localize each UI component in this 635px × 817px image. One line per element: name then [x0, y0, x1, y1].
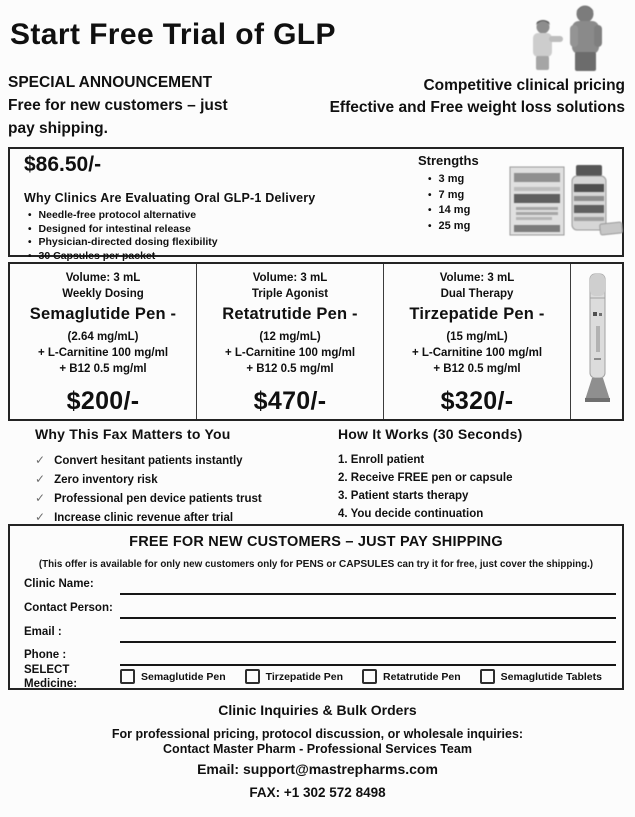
benefits-section	[35, 426, 262, 527]
bullet-icon: •	[428, 205, 432, 216]
list-item	[28, 236, 218, 250]
benefit-text: Convert hesitant patients instantly	[54, 455, 243, 467]
tagline-line1: Competitive clinical pricing	[423, 77, 625, 94]
option-label: Semaglutide Pen	[141, 670, 226, 683]
pen-concentration: (2.64 mg/mL)	[67, 331, 139, 343]
special-announcement	[8, 71, 228, 140]
doctor-patient-photo	[522, 3, 618, 78]
list-item-text: 7 mg	[438, 188, 465, 201]
pen-name: Retatrutide Pen -	[222, 305, 358, 323]
clinic-name-field[interactable]	[120, 580, 616, 595]
option-tirzepatide-pen	[245, 669, 343, 684]
pen-concentration: (12 mg/mL)	[259, 331, 321, 343]
page-title: Start Free Trial of GLP	[10, 18, 336, 51]
how-it-works-heading: How It Works (30 Seconds)	[338, 426, 523, 442]
option-semaglutide-tablets	[480, 669, 602, 684]
benefit-text: Zero inventory risk	[54, 474, 158, 486]
order-form-note	[10, 559, 622, 570]
pen-name: Semaglutide Pen -	[29, 305, 177, 323]
phone-field[interactable]	[120, 651, 616, 666]
list-item-text: 14 mg	[438, 204, 471, 216]
option-label: Retatrutide Pen	[383, 670, 461, 683]
footer-contact-line: Contact Master Pharm - Professional Services Team	[163, 742, 472, 756]
email-field[interactable]	[120, 628, 616, 643]
order-form-title: FREE FOR NEW CUSTOMERS – JUST PAY SHIPPING	[129, 534, 503, 550]
pen-volume: Volume: 3 mL	[439, 272, 515, 284]
special-announcement-line1: Free for new customers – just	[8, 97, 228, 114]
pen-offers-box	[8, 262, 624, 421]
footer-inquiries-line: For professional pricing, protocol discussion, or wholesale inquiries:	[111, 727, 524, 741]
pen-additive2: + B12 0.5 mg/ml	[59, 363, 147, 375]
email-label: Email :	[24, 626, 62, 638]
list-item	[28, 223, 218, 237]
step-item: 1. Enroll patient	[338, 454, 425, 466]
list-item	[28, 250, 218, 264]
note-suffix: can try it for free, just cover the shipping.)	[394, 559, 594, 570]
note-prefix: (This offer is available for only new customers only for	[38, 559, 296, 570]
select-medicine-label-line1: SELECT	[24, 664, 70, 676]
list-item-text: 30 Capsules per packet	[38, 249, 156, 262]
bullet-icon: •	[428, 220, 432, 232]
pen-name: Tirzepatide Pen -	[409, 305, 545, 323]
bullet-icon: •	[428, 174, 432, 185]
list-item	[428, 172, 479, 188]
note-pens: PENS	[295, 559, 324, 570]
tagline	[330, 75, 625, 119]
bullet-icon: •	[28, 210, 32, 221]
benefit-item	[35, 489, 262, 508]
check-icon: ✓	[35, 472, 46, 486]
bullet-icon: •	[28, 250, 32, 262]
semaglutide-pen-checkbox[interactable]	[120, 669, 135, 684]
list-item	[28, 209, 218, 223]
strengths-panel	[418, 153, 479, 234]
pen-type: Dual Therapy	[440, 288, 514, 300]
list-item-text: 25 mg	[438, 219, 471, 232]
tagline-line2: Effective and Free weight loss solutions	[329, 99, 625, 116]
benefit-text: Increase clinic revenue after trial	[54, 512, 234, 524]
check-icon: ✓	[35, 453, 46, 467]
pen-price: $200/-	[66, 387, 140, 415]
pen-offer-retatrutide	[197, 264, 384, 419]
list-item-text: Needle-free protocol alternative	[38, 209, 197, 221]
option-semaglutide-pen	[120, 669, 226, 684]
list-item-text: 3 mg	[438, 173, 465, 185]
pen-type: Triple Agonist	[251, 288, 329, 300]
oral-bullet-list	[28, 209, 218, 263]
how-it-works-section	[338, 426, 522, 523]
pen-additive1: + L-Carnitine 100 mg/ml	[411, 347, 543, 359]
pen-offer-tirzepatide	[384, 264, 571, 419]
bullet-icon: •	[428, 189, 432, 201]
pen-type: Weekly Dosing	[62, 288, 144, 300]
retatrutide-pen-checkbox[interactable]	[362, 669, 377, 684]
pen-additive2: + B12 0.5 mg/ml	[246, 363, 334, 375]
note-mid: or	[323, 559, 339, 570]
list-item-text: Physician-directed dosing flexibility	[38, 236, 218, 248]
benefit-text: Professional pen device patients trust	[54, 493, 262, 505]
special-announcement-line2: pay shipping.	[8, 120, 108, 137]
list-item	[428, 203, 479, 219]
note-capsules: CAPSULES	[338, 559, 395, 570]
pen-offer-semaglutide	[10, 264, 197, 419]
pen-volume: Volume: 3 mL	[252, 272, 328, 284]
pen-price: $320/-	[440, 387, 514, 415]
pen-additive1: + L-Carnitine 100 mg/ml	[37, 347, 169, 359]
step-item: 2. Receive FREE pen or capsule	[338, 472, 513, 484]
strengths-list	[418, 172, 479, 234]
oral-heading: Why Clinics Are Evaluating Oral GLP-1 Delivery	[24, 191, 316, 205]
semaglutide-tablets-checkbox[interactable]	[480, 669, 495, 684]
bullet-icon: •	[28, 237, 32, 248]
injection-pen-photo	[578, 268, 616, 416]
pen-price: $470/-	[253, 387, 327, 415]
select-medicine-label-line2: Medicine:	[24, 678, 78, 690]
capsule-product-photo-art	[502, 157, 624, 247]
option-retatrutide-pen	[362, 669, 461, 684]
footer-email: Email: support@mastrepharms.com	[197, 761, 438, 777]
step-item: 4. You decide continuation	[338, 508, 484, 520]
oral-offer-box	[8, 147, 624, 262]
pen-photo-column	[571, 264, 622, 419]
order-form	[8, 524, 624, 690]
phone-label: Phone :	[24, 649, 67, 661]
check-icon: ✓	[35, 491, 46, 505]
pen-volume: Volume: 3 mL	[65, 272, 141, 284]
benefit-item	[35, 451, 262, 470]
option-label: Semaglutide Tablets	[500, 670, 602, 683]
doctor-patient-photo-art	[522, 3, 618, 73]
bullet-icon: •	[28, 223, 32, 235]
check-icon: ✓	[35, 510, 46, 524]
list-item	[428, 219, 479, 235]
benefit-item	[35, 470, 262, 489]
capsule-product-photo	[502, 157, 624, 252]
pen-additive2: + B12 0.5 mg/ml	[433, 363, 521, 375]
list-item-text: Designed for intestinal release	[38, 222, 191, 235]
select-medicine-label	[24, 663, 77, 691]
medicine-options	[120, 669, 602, 684]
contact-person-field[interactable]	[120, 604, 616, 619]
special-announcement-heading: SPECIAL ANNOUNCEMENT	[8, 74, 213, 91]
list-item	[428, 188, 479, 204]
oral-price: $86.50/-	[24, 153, 102, 176]
benefits-heading: Why This Fax Matters to You	[35, 426, 231, 442]
option-label: Tirzepatide Pen	[265, 670, 344, 683]
footer-heading: Clinic Inquiries & Bulk Orders	[218, 702, 417, 718]
step-item: 3. Patient starts therapy	[338, 490, 469, 502]
pen-concentration: (15 mg/mL)	[446, 331, 508, 343]
clinic-name-label: Clinic Name:	[24, 578, 94, 590]
tirzepatide-pen-checkbox[interactable]	[245, 669, 260, 684]
contact-person-label: Contact Person:	[24, 602, 113, 614]
pen-additive1: + L-Carnitine 100 mg/ml	[224, 347, 356, 359]
strengths-heading: Strengths	[418, 153, 479, 168]
footer-fax: FAX: +1 302 572 8498	[249, 785, 386, 800]
